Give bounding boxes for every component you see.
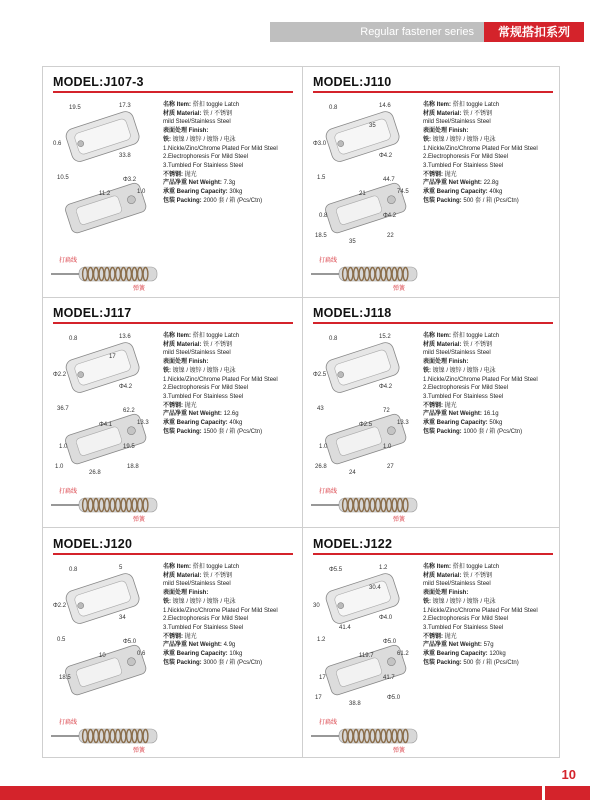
spec-packing: 包装 Packing: 500 套 / 箱 (Pcs/Ctn) <box>423 659 519 666</box>
spec-material-sub: mild Steel/Stainless Steel <box>163 581 231 588</box>
dimension-label: 30.4 <box>369 585 381 591</box>
spec-finish: 表面处理 Finish: <box>163 590 209 597</box>
spec-bearing: 承重 Bearing Capacity: 50kg <box>423 420 503 427</box>
dimension-label: Φ5.0 <box>387 695 401 701</box>
dimension-label: 35 <box>349 239 356 245</box>
spec-material-sub: mild Steel/Stainless Steel <box>163 350 231 357</box>
product-cell <box>303 67 562 297</box>
spec-material: 材质 Material: 铁 / 不锈钢 <box>423 110 493 117</box>
dimension-label: 10 <box>99 653 106 659</box>
spec-finish-3: 3.Tumbled For Stainless Steel <box>163 393 244 400</box>
spec-finish-1: 1.Nickle/Zinc/Chrome Plated For Mild Steel <box>163 145 278 152</box>
spec-stainless: 不锈钢: 抛光 <box>423 171 457 178</box>
dimension-label: 0.8 <box>69 567 78 573</box>
dimension-label: Φ2.2 <box>53 603 67 609</box>
dimension-label: Φ5.0 <box>383 639 397 645</box>
product-cell <box>43 67 302 297</box>
spec-weight: 产品净重 Net Weight: 4.9g <box>163 642 236 649</box>
dimension-label: Φ2.2 <box>53 372 67 378</box>
dimension-label: 1.2 <box>379 565 388 571</box>
spring-illustration <box>49 717 159 755</box>
dimension-label: 35 <box>369 123 376 129</box>
spec-list <box>423 563 559 667</box>
model-underline <box>53 553 293 555</box>
spec-item: 名称 Item: 搭扣 toggle Latch <box>423 564 500 570</box>
dimension-label: 0.6 <box>137 651 146 657</box>
spec-packing: 包装 Packing: 1500 套 / 箱 (Pcs/Ctn) <box>163 428 263 435</box>
spring-label: 弹簧 <box>133 517 146 523</box>
dimension-label: Φ5.0 <box>123 639 137 645</box>
dimension-label: 36.7 <box>57 406 69 412</box>
latch-diagram-svg <box>49 328 163 480</box>
dimension-label: 72 <box>383 408 390 414</box>
spec-bearing: 承重 Bearing Capacity: 10kg <box>163 651 243 658</box>
dimension-label: 1.0 <box>59 444 68 450</box>
spec-weight: 产品净重 Net Weight: 22.8g <box>423 180 499 187</box>
spring-label: 弹簧 <box>393 286 406 292</box>
spec-finish: 表面处理 Finish: <box>423 590 469 597</box>
latch-diagram-svg <box>309 328 423 480</box>
spring-illustration <box>309 255 419 293</box>
flat-wire-label: 打扁线 <box>59 258 78 264</box>
spec-stainless: 不锈钢: 抛光 <box>423 402 457 409</box>
dimension-label: 44.7 <box>383 177 395 183</box>
latch-diagram-svg <box>49 559 163 711</box>
spec-material-sub: mild Steel/Stainless Steel <box>423 581 491 588</box>
spring-label: 弹簧 <box>133 748 146 754</box>
dimension-label: 17.3 <box>119 103 131 109</box>
spec-packing: 包装 Packing: 2000 套 / 箱 (Pcs/Ctn) <box>163 197 263 204</box>
dimension-label: 15.2 <box>379 334 391 340</box>
dimension-label: 41.7 <box>383 675 395 681</box>
spring-label: 弹簧 <box>133 286 146 292</box>
dimension-label: Φ4.2 <box>119 384 133 390</box>
spec-list <box>163 101 299 205</box>
latch-diagram-svg <box>309 559 423 711</box>
spec-finish-2: 2.Electrophoresis For Mild Steel <box>423 154 509 161</box>
dimension-label: 1.0 <box>137 189 146 195</box>
model-underline <box>313 322 553 324</box>
dimension-label: 0.5 <box>57 637 66 643</box>
spec-material: 材质 Material: 铁 / 不锈钢 <box>163 572 233 579</box>
latch-drawing <box>309 97 423 249</box>
dimension-label: 0.6 <box>53 141 62 147</box>
model-title: MODEL:J122 <box>313 537 393 551</box>
spec-iron: 铁: 镀镍 / 镀锌 / 镀铬 / 电泳 <box>423 367 496 374</box>
latch-drawing <box>309 559 423 711</box>
flat-wire-label: 打扁线 <box>319 489 338 495</box>
spring-label: 弹簧 <box>393 748 406 754</box>
product-cell <box>303 529 562 759</box>
spring-label: 弹簧 <box>393 517 406 523</box>
dimension-label: 30 <box>313 603 320 609</box>
spec-finish-2: 2.Electrophoresis For Mild Steel <box>163 616 249 623</box>
spec-bearing: 承重 Bearing Capacity: 40kg <box>163 420 243 427</box>
spec-bearing: 承重 Bearing Capacity: 120kg <box>423 651 506 658</box>
latch-diagram-svg <box>309 97 423 249</box>
spec-finish-1: 1.Nickle/Zinc/Chrome Plated For Mild Steel <box>423 145 538 152</box>
series-header <box>270 22 584 42</box>
spec-weight: 产品净重 Net Weight: 12.6g <box>163 411 239 418</box>
dimension-label: 41.4 <box>339 625 351 631</box>
model-title: MODEL:J120 <box>53 537 133 551</box>
spec-material: 材质 Material: 铁 / 不锈钢 <box>423 341 493 348</box>
spec-finish-1: 1.Nickle/Zinc/Chrome Plated For Mild Steel <box>163 607 278 614</box>
footer-bar <box>0 786 542 800</box>
spec-finish-3: 3.Tumbled For Stainless Steel <box>423 162 504 169</box>
model-title: MODEL:J118 <box>313 306 392 320</box>
dimension-label: 1.0 <box>383 444 392 450</box>
spec-item: 名称 Item: 搭扣 toggle Latch <box>163 102 240 108</box>
spec-finish-1: 1.Nickle/Zinc/Chrome Plated For Mild Steel <box>423 376 538 383</box>
spring-illustration <box>49 255 159 293</box>
spec-bearing: 承重 Bearing Capacity: 40kg <box>423 189 503 196</box>
dimension-label: 33.8 <box>119 153 131 159</box>
latch-drawing <box>309 328 423 480</box>
spec-item: 名称 Item: 搭扣 toggle Latch <box>163 564 240 570</box>
spec-packing: 包装 Packing: 500 套 / 箱 (Pcs/Ctn) <box>423 197 519 204</box>
dimension-label: 119.7 <box>359 653 374 659</box>
spec-finish-2: 2.Electrophoresis For Mild Steel <box>163 385 249 392</box>
spec-finish: 表面处理 Finish: <box>423 128 469 135</box>
flat-wire-label: 打扁线 <box>59 489 78 495</box>
spec-list <box>163 563 299 667</box>
dimension-label: 5 <box>119 565 123 571</box>
dimension-label: 62.2 <box>123 408 135 414</box>
spec-finish: 表面处理 Finish: <box>163 128 209 135</box>
page-number: 10 <box>561 767 576 782</box>
dimension-label: 17 <box>109 354 116 360</box>
spec-weight: 产品净重 Net Weight: 16.1g <box>423 411 499 418</box>
spec-material: 材质 Material: 铁 / 不锈钢 <box>163 341 233 348</box>
spec-weight: 产品净重 Net Weight: 57g <box>423 642 494 649</box>
spec-stainless: 不锈钢: 抛光 <box>163 171 197 178</box>
flat-wire-label: 打扁线 <box>59 720 78 726</box>
dimension-label: Φ2.5 <box>313 372 327 378</box>
dimension-label: 22 <box>387 233 394 239</box>
dimension-label: Φ4.2 <box>379 153 393 159</box>
spec-finish-3: 3.Tumbled For Stainless Steel <box>423 624 504 631</box>
spec-finish: 表面处理 Finish: <box>423 359 469 366</box>
spec-stainless: 不锈钢: 抛光 <box>163 402 197 409</box>
spec-bearing: 承重 Bearing Capacity: 30kg <box>163 189 243 196</box>
spec-finish-2: 2.Electrophoresis For Mild Steel <box>423 385 509 392</box>
spec-finish-1: 1.Nickle/Zinc/Chrome Plated For Mild Steel <box>163 376 278 383</box>
dimension-label: 13.3 <box>137 420 149 426</box>
dimension-label: Φ3.0 <box>313 141 327 147</box>
spec-stainless: 不锈钢: 抛光 <box>423 633 457 640</box>
dimension-label: 26.8 <box>315 464 327 470</box>
dimension-label: 0.8 <box>319 213 328 219</box>
model-underline <box>313 553 553 555</box>
dimension-label: 13.3 <box>397 420 409 426</box>
spec-material-sub: mild Steel/Stainless Steel <box>163 119 231 126</box>
dimension-label: 26.8 <box>89 470 101 476</box>
product-cell <box>43 298 302 528</box>
spec-item: 名称 Item: 搭扣 toggle Latch <box>423 102 500 108</box>
dimension-label: 1.0 <box>55 464 64 470</box>
spec-iron: 铁: 镀镍 / 镀锌 / 镀铬 / 电泳 <box>423 136 496 143</box>
latch-drawing <box>49 97 163 249</box>
spec-weight: 产品净重 Net Weight: 7.3g <box>163 180 236 187</box>
spec-finish: 表面处理 Finish: <box>163 359 209 366</box>
spec-item: 名称 Item: 搭扣 toggle Latch <box>423 333 500 339</box>
flat-wire-label: 打扁线 <box>319 258 338 264</box>
dimension-label: 43 <box>317 406 324 412</box>
flat-wire-label: 打扁线 <box>319 720 338 726</box>
series-title-en: Regular fastener series <box>270 22 484 42</box>
dimension-label: 10.5 <box>57 175 69 181</box>
latch-drawing <box>49 328 163 480</box>
footer-bar-right <box>545 786 590 800</box>
dimension-label: 61.2 <box>397 651 409 657</box>
dimension-label: 27 <box>387 464 394 470</box>
dimension-label: 74.5 <box>397 189 409 195</box>
dimension-label: 19.5 <box>69 105 81 111</box>
dimension-label: Φ4.2 <box>379 384 393 390</box>
series-title-cn: 常规搭扣系列 <box>484 22 584 42</box>
dimension-label: 19.5 <box>123 444 135 450</box>
spec-stainless: 不锈钢: 抛光 <box>163 633 197 640</box>
model-title: MODEL:J107-3 <box>53 75 144 89</box>
dimension-label: 11.2 <box>99 191 111 197</box>
spec-finish-2: 2.Electrophoresis For Mild Steel <box>163 154 249 161</box>
dimension-label: 17 <box>315 695 322 701</box>
spec-finish-3: 3.Tumbled For Stainless Steel <box>163 624 244 631</box>
dimension-label: 24 <box>349 470 356 476</box>
spec-finish-2: 2.Electrophoresis For Mild Steel <box>423 616 509 623</box>
spec-iron: 铁: 镀镍 / 镀锌 / 镀铬 / 电泳 <box>163 598 236 605</box>
product-cell <box>43 529 302 759</box>
spec-material-sub: mild Steel/Stainless Steel <box>423 350 491 357</box>
dimension-label: Φ4.0 <box>379 615 393 621</box>
spec-material-sub: mild Steel/Stainless Steel <box>423 119 491 126</box>
dimension-label: Φ3.2 <box>123 177 137 183</box>
product-cell <box>303 298 562 528</box>
dimension-label: 34 <box>119 615 126 621</box>
dimension-label: 18.8 <box>127 464 139 470</box>
dimension-label: 0.8 <box>69 336 78 342</box>
dimension-label: 1.2 <box>317 637 326 643</box>
spec-packing: 包装 Packing: 1000 套 / 箱 (Pcs/Ctn) <box>423 428 523 435</box>
model-underline <box>313 91 553 93</box>
dimension-label: 0.8 <box>329 336 338 342</box>
spec-material: 材质 Material: 铁 / 不锈钢 <box>423 572 493 579</box>
spec-list <box>423 332 559 436</box>
model-underline <box>53 91 293 93</box>
dimension-label: 0.8 <box>329 105 338 111</box>
spec-list <box>163 332 299 436</box>
spec-item: 名称 Item: 搭扣 toggle Latch <box>163 333 240 339</box>
spec-material: 材质 Material: 铁 / 不锈钢 <box>163 110 233 117</box>
spec-packing: 包装 Packing: 3000 套 / 箱 (Pcs/Ctn) <box>163 659 263 666</box>
dimension-label: 18.5 <box>315 233 327 239</box>
dimension-label: Φ2.5 <box>359 422 373 428</box>
latch-drawing <box>49 559 163 711</box>
spec-finish-1: 1.Nickle/Zinc/Chrome Plated For Mild Steel <box>423 607 538 614</box>
spring-illustration <box>309 486 419 524</box>
dimension-label: 17 <box>319 675 326 681</box>
spec-iron: 铁: 镀镍 / 镀锌 / 镀铬 / 电泳 <box>423 598 496 605</box>
spring-illustration <box>49 486 159 524</box>
dimension-label: 1.5 <box>317 175 326 181</box>
spec-list <box>423 101 559 205</box>
model-title: MODEL:J110 <box>313 75 392 89</box>
dimension-label: 14.6 <box>379 103 391 109</box>
dimension-label: 13.6 <box>119 334 131 340</box>
dimension-label: 38.8 <box>349 701 361 707</box>
product-grid <box>42 66 560 758</box>
dimension-label: 18.5 <box>59 675 71 681</box>
spring-illustration <box>309 717 419 755</box>
model-underline <box>53 322 293 324</box>
spec-finish-3: 3.Tumbled For Stainless Steel <box>423 393 504 400</box>
dimension-label: Φ4.2 <box>383 213 397 219</box>
dimension-label: Φ4.1 <box>99 422 113 428</box>
dimension-label: 1.0 <box>319 444 328 450</box>
model-title: MODEL:J117 <box>53 306 132 320</box>
spec-iron: 铁: 镀镍 / 镀锌 / 镀铬 / 电泳 <box>163 367 236 374</box>
spec-iron: 铁: 镀镍 / 镀锌 / 镀铬 / 电泳 <box>163 136 236 143</box>
latch-diagram-svg <box>49 97 163 249</box>
spec-finish-3: 3.Tumbled For Stainless Steel <box>163 162 244 169</box>
dimension-label: 21 <box>359 191 366 197</box>
dimension-label: Φ5.5 <box>329 567 343 573</box>
